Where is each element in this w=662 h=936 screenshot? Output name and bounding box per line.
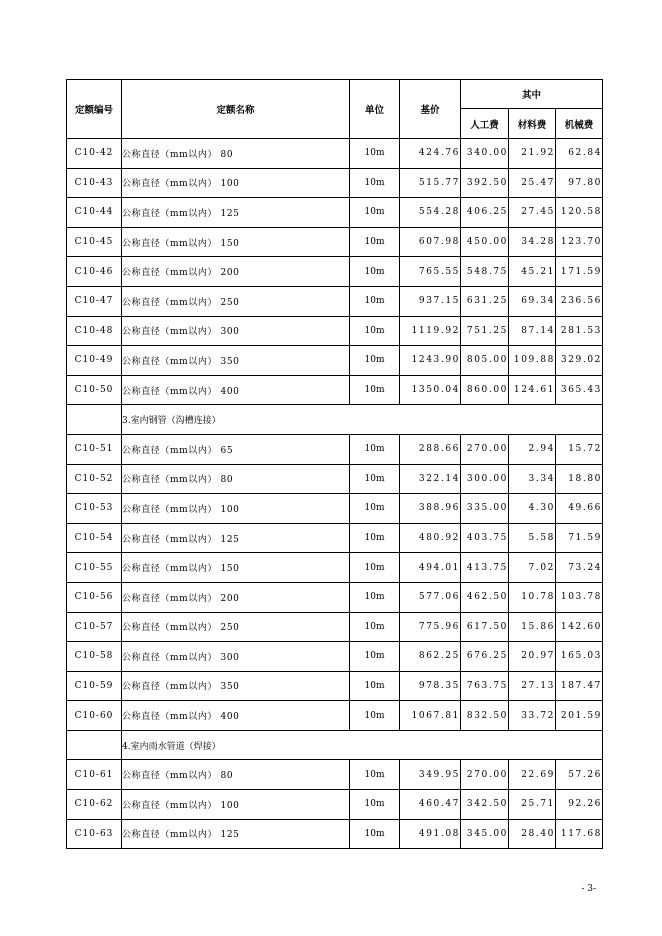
material-cost-cell: 2.94 <box>509 434 556 464</box>
name-cell: 公称直径（mm以内） 300 <box>122 642 350 672</box>
labor-cost-cell: 832.50 <box>461 701 509 731</box>
code-cell: C10-48 <box>67 316 122 346</box>
name-cell: 公称直径（mm以内） 350 <box>122 346 350 376</box>
base-price-cell: 424.76 <box>400 139 461 169</box>
machine-cost-cell: 142.60 <box>556 612 603 642</box>
name-cell: 公称直径（mm以内） 100 <box>122 790 350 820</box>
table-row <box>67 257 603 287</box>
base-price-cell: 322.14 <box>400 464 461 494</box>
material-cost-cell: 4.30 <box>509 494 556 524</box>
labor-cost-cell: 548.75 <box>461 257 509 287</box>
table-row <box>67 464 603 494</box>
labor-cost-cell: 392.50 <box>461 168 509 198</box>
material-cost-cell: 21.92 <box>509 139 556 169</box>
name-cell: 公称直径（mm以内） 100 <box>122 168 350 198</box>
base-price-cell: 554.28 <box>400 198 461 228</box>
table-row <box>67 790 603 820</box>
labor-cost-cell: 676.25 <box>461 642 509 672</box>
material-cost-cell: 124.61 <box>509 375 556 405</box>
table-row <box>67 582 603 612</box>
section-number: 4. <box>122 741 131 752</box>
unit-cell: 10m <box>350 316 400 346</box>
machine-cost-cell: 49.66 <box>556 494 603 524</box>
table-row <box>67 612 603 642</box>
machine-cost-cell: 365.43 <box>556 375 603 405</box>
unit-cell: 10m <box>350 819 400 849</box>
material-cost-cell: 22.69 <box>509 760 556 790</box>
labor-cost-cell: 462.50 <box>461 582 509 612</box>
machine-cost-cell: 103.78 <box>556 582 603 612</box>
header-unit: 单位 <box>350 80 400 139</box>
code-cell: C10-54 <box>67 523 122 553</box>
material-cost-cell: 27.13 <box>509 671 556 701</box>
machine-cost-cell: 165.03 <box>556 642 603 672</box>
unit-cell: 10m <box>350 582 400 612</box>
base-price-cell: 862.25 <box>400 642 461 672</box>
section-title: 室内钢管（沟槽连接） <box>130 416 221 427</box>
code-cell: C10-55 <box>67 553 122 583</box>
unit-cell: 10m <box>350 760 400 790</box>
code-cell: C10-43 <box>67 168 122 198</box>
header-material: 材料费 <box>509 109 556 139</box>
unit-cell: 10m <box>350 375 400 405</box>
table-row <box>67 316 603 346</box>
unit-cell: 10m <box>350 701 400 731</box>
labor-cost-cell: 406.25 <box>461 198 509 228</box>
base-price-cell: 460.47 <box>400 790 461 820</box>
section-title: 室内雨水管道（焊接） <box>130 741 221 752</box>
section-row <box>67 730 603 760</box>
code-cell: C10-52 <box>67 464 122 494</box>
material-cost-cell: 28.40 <box>509 819 556 849</box>
labor-cost-cell: 805.00 <box>461 346 509 376</box>
unit-cell: 10m <box>350 523 400 553</box>
material-cost-cell: 69.34 <box>509 286 556 316</box>
machine-cost-cell: 123.70 <box>556 227 603 257</box>
machine-cost-cell: 57.26 <box>556 760 603 790</box>
table-row <box>67 227 603 257</box>
code-cell: C10-47 <box>67 286 122 316</box>
table-row <box>67 642 603 672</box>
table-row <box>67 494 603 524</box>
header-name: 定额名称 <box>122 80 350 139</box>
code-cell: C10-45 <box>67 227 122 257</box>
code-cell: C10-57 <box>67 612 122 642</box>
name-cell: 公称直径（mm以内） 300 <box>122 316 350 346</box>
unit-cell: 10m <box>350 434 400 464</box>
base-price-cell: 1119.92 <box>400 316 461 346</box>
section-code-cell <box>67 730 122 760</box>
labor-cost-cell: 300.00 <box>461 464 509 494</box>
name-cell: 公称直径（mm以内） 125 <box>122 198 350 228</box>
header-machine: 机械费 <box>556 109 603 139</box>
labor-cost-cell: 450.00 <box>461 227 509 257</box>
page-number: - 3- <box>581 884 596 894</box>
base-price-cell: 349.95 <box>400 760 461 790</box>
name-cell: 公称直径（mm以内） 100 <box>122 494 350 524</box>
machine-cost-cell: 281.53 <box>556 316 603 346</box>
unit-cell: 10m <box>350 671 400 701</box>
table-row <box>67 346 603 376</box>
material-cost-cell: 27.45 <box>509 198 556 228</box>
base-price-cell: 1243.90 <box>400 346 461 376</box>
material-cost-cell: 7.02 <box>509 553 556 583</box>
machine-cost-cell: 73.24 <box>556 553 603 583</box>
unit-cell: 10m <box>350 494 400 524</box>
unit-cell: 10m <box>350 553 400 583</box>
unit-cell: 10m <box>350 790 400 820</box>
machine-cost-cell: 120.58 <box>556 198 603 228</box>
unit-cell: 10m <box>350 139 400 169</box>
header-row-top <box>67 80 603 109</box>
unit-cell: 10m <box>350 642 400 672</box>
name-cell: 公称直径（mm以内） 150 <box>122 227 350 257</box>
labor-cost-cell: 270.00 <box>461 760 509 790</box>
code-cell: C10-63 <box>67 819 122 849</box>
base-price-cell: 288.66 <box>400 434 461 464</box>
labor-cost-cell: 345.00 <box>461 819 509 849</box>
name-cell: 公称直径（mm以内） 400 <box>122 701 350 731</box>
machine-cost-cell: 236.56 <box>556 286 603 316</box>
base-price-cell: 978.35 <box>400 671 461 701</box>
code-cell: C10-49 <box>67 346 122 376</box>
labor-cost-cell: 270.00 <box>461 434 509 464</box>
header-labor: 人工费 <box>461 109 509 139</box>
base-price-cell: 388.96 <box>400 494 461 524</box>
unit-cell: 10m <box>350 257 400 287</box>
table-row <box>67 375 603 405</box>
table-row <box>67 819 603 849</box>
table-row <box>67 286 603 316</box>
header-code: 定额编号 <box>67 80 122 139</box>
machine-cost-cell: 71.59 <box>556 523 603 553</box>
table-row <box>67 168 603 198</box>
section-title-cell <box>122 730 603 760</box>
quota-table-body <box>67 139 603 849</box>
unit-cell: 10m <box>350 168 400 198</box>
unit-cell: 10m <box>350 286 400 316</box>
name-cell: 公称直径（mm以内） 80 <box>122 139 350 169</box>
material-cost-cell: 15.86 <box>509 612 556 642</box>
code-cell: C10-62 <box>67 790 122 820</box>
material-cost-cell: 25.71 <box>509 790 556 820</box>
table-row <box>67 760 603 790</box>
base-price-cell: 937.15 <box>400 286 461 316</box>
machine-cost-cell: 97.80 <box>556 168 603 198</box>
machine-cost-cell: 15.72 <box>556 434 603 464</box>
code-cell: C10-58 <box>67 642 122 672</box>
material-cost-cell: 20.97 <box>509 642 556 672</box>
base-price-cell: 1350.04 <box>400 375 461 405</box>
labor-cost-cell: 335.00 <box>461 494 509 524</box>
base-price-cell: 515.77 <box>400 168 461 198</box>
table-row <box>67 553 603 583</box>
machine-cost-cell: 18.80 <box>556 464 603 494</box>
base-price-cell: 494.01 <box>400 553 461 583</box>
labor-cost-cell: 617.50 <box>461 612 509 642</box>
code-cell: C10-61 <box>67 760 122 790</box>
base-price-cell: 607.98 <box>400 227 461 257</box>
section-code-cell <box>67 405 122 435</box>
section-number: 3. <box>122 416 131 427</box>
name-cell: 公称直径（mm以内） 200 <box>122 582 350 612</box>
material-cost-cell: 3.34 <box>509 464 556 494</box>
name-cell: 公称直径（mm以内） 250 <box>122 612 350 642</box>
labor-cost-cell: 342.50 <box>461 790 509 820</box>
unit-cell: 10m <box>350 227 400 257</box>
base-price-cell: 765.55 <box>400 257 461 287</box>
name-cell: 公称直径（mm以内） 400 <box>122 375 350 405</box>
table-row <box>67 434 603 464</box>
machine-cost-cell: 117.68 <box>556 819 603 849</box>
machine-cost-cell: 329.02 <box>556 346 603 376</box>
name-cell: 公称直径（mm以内） 80 <box>122 760 350 790</box>
labor-cost-cell: 340.00 <box>461 139 509 169</box>
labor-cost-cell: 751.25 <box>461 316 509 346</box>
labor-cost-cell: 763.75 <box>461 671 509 701</box>
machine-cost-cell: 201.59 <box>556 701 603 731</box>
header-of-which: 其中 <box>461 80 603 109</box>
machine-cost-cell: 171.59 <box>556 257 603 287</box>
base-price-cell: 491.08 <box>400 819 461 849</box>
material-cost-cell: 33.72 <box>509 701 556 731</box>
table-row <box>67 701 603 731</box>
material-cost-cell: 87.14 <box>509 316 556 346</box>
quota-table <box>66 79 603 849</box>
table-row <box>67 198 603 228</box>
name-cell: 公称直径（mm以内） 150 <box>122 553 350 583</box>
code-cell: C10-59 <box>67 671 122 701</box>
code-cell: C10-53 <box>67 494 122 524</box>
labor-cost-cell: 413.75 <box>461 553 509 583</box>
unit-cell: 10m <box>350 346 400 376</box>
base-price-cell: 775.96 <box>400 612 461 642</box>
name-cell: 公称直径（mm以内） 250 <box>122 286 350 316</box>
name-cell: 公称直径（mm以内） 200 <box>122 257 350 287</box>
code-cell: C10-56 <box>67 582 122 612</box>
unit-cell: 10m <box>350 612 400 642</box>
material-cost-cell: 25.47 <box>509 168 556 198</box>
name-cell: 公称直径（mm以内） 65 <box>122 434 350 464</box>
base-price-cell: 480.92 <box>400 523 461 553</box>
machine-cost-cell: 92.26 <box>556 790 603 820</box>
material-cost-cell: 5.58 <box>509 523 556 553</box>
code-cell: C10-42 <box>67 139 122 169</box>
labor-cost-cell: 403.75 <box>461 523 509 553</box>
labor-cost-cell: 860.00 <box>461 375 509 405</box>
material-cost-cell: 109.88 <box>509 346 556 376</box>
machine-cost-cell: 62.84 <box>556 139 603 169</box>
code-cell: C10-46 <box>67 257 122 287</box>
name-cell: 公称直径（mm以内） 125 <box>122 523 350 553</box>
code-cell: C10-50 <box>67 375 122 405</box>
section-title-cell <box>122 405 603 435</box>
material-cost-cell: 34.28 <box>509 227 556 257</box>
unit-cell: 10m <box>350 464 400 494</box>
material-cost-cell: 10.78 <box>509 582 556 612</box>
section-row <box>67 405 603 435</box>
material-cost-cell: 45.21 <box>509 257 556 287</box>
base-price-cell: 577.06 <box>400 582 461 612</box>
unit-cell: 10m <box>350 198 400 228</box>
code-cell: C10-60 <box>67 701 122 731</box>
base-price-cell: 1067.81 <box>400 701 461 731</box>
name-cell: 公称直径（mm以内） 80 <box>122 464 350 494</box>
code-cell: C10-51 <box>67 434 122 464</box>
machine-cost-cell: 187.47 <box>556 671 603 701</box>
name-cell: 公称直径（mm以内） 350 <box>122 671 350 701</box>
table-row <box>67 139 603 169</box>
table-row <box>67 671 603 701</box>
header-base-price: 基价 <box>400 80 461 139</box>
table-row <box>67 523 603 553</box>
code-cell: C10-44 <box>67 198 122 228</box>
name-cell: 公称直径（mm以内） 125 <box>122 819 350 849</box>
labor-cost-cell: 631.25 <box>461 286 509 316</box>
